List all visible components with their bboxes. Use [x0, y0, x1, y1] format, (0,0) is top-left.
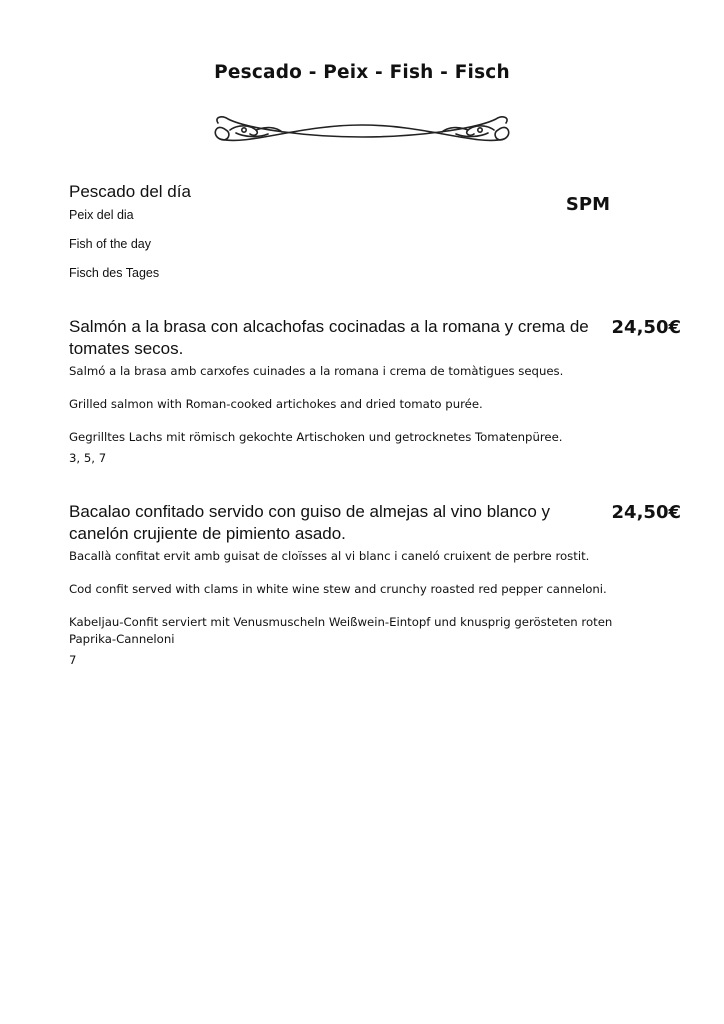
allergen-codes: 3, 5, 7	[69, 451, 107, 465]
dish-name: Salmón a la brasa con alcachofas cocinadas a la romana y crema de tomates secos.	[69, 317, 589, 358]
dish-name: Bacalao confitado servido con guiso de almejas al vino blanco y canelón crujiente de pimiento asado.	[69, 502, 551, 543]
dish-translation-en: Fish of the day	[69, 237, 151, 251]
dish-price: 24,50€	[611, 502, 681, 523]
scroll-divider-icon	[208, 113, 516, 147]
page-title: Pescado - Peix - Fish - Fisch	[214, 62, 510, 83]
dish-translation-ca: Peix del dia	[69, 208, 134, 222]
dish-translation-de: Fisch des Tages	[69, 266, 160, 280]
dish-translation-de: Kabeljau-Confit serviert mit Venusmuscheln Weißwein-Eintopf und knusprig gerösteten roten Paprika-Canneloni	[69, 615, 613, 646]
dish-price: 24,50€	[611, 317, 681, 338]
dish-translation-de: Gegrilltes Lachs mit römisch gekochte Artischoken und getrocknetes Tomatenpüree.	[69, 430, 563, 444]
menu-item	[69, 501, 681, 669]
dish-translation-en: Cod confit served with clams in white wine stew and crunchy roasted red pepper canneloni.	[69, 582, 607, 596]
dish-translation-ca: Salmó a la brasa amb carxofes cuinades a la romana i crema de tomàtigues seques.	[69, 364, 564, 378]
menu-item	[69, 181, 669, 281]
allergen-codes: 7	[69, 653, 77, 667]
dish-translation-en: Grilled salmon with Roman-cooked artichokes and dried tomato purée.	[69, 397, 483, 411]
menu-item	[69, 316, 681, 467]
dish-price: SPM	[565, 194, 610, 215]
dish-translation-ca: Bacallà confitat ervit amb guisat de cloïsses al vi blanc i caneló cruixent de perbre rostit.	[69, 549, 590, 563]
dish-name: Pescado del día	[69, 182, 191, 201]
